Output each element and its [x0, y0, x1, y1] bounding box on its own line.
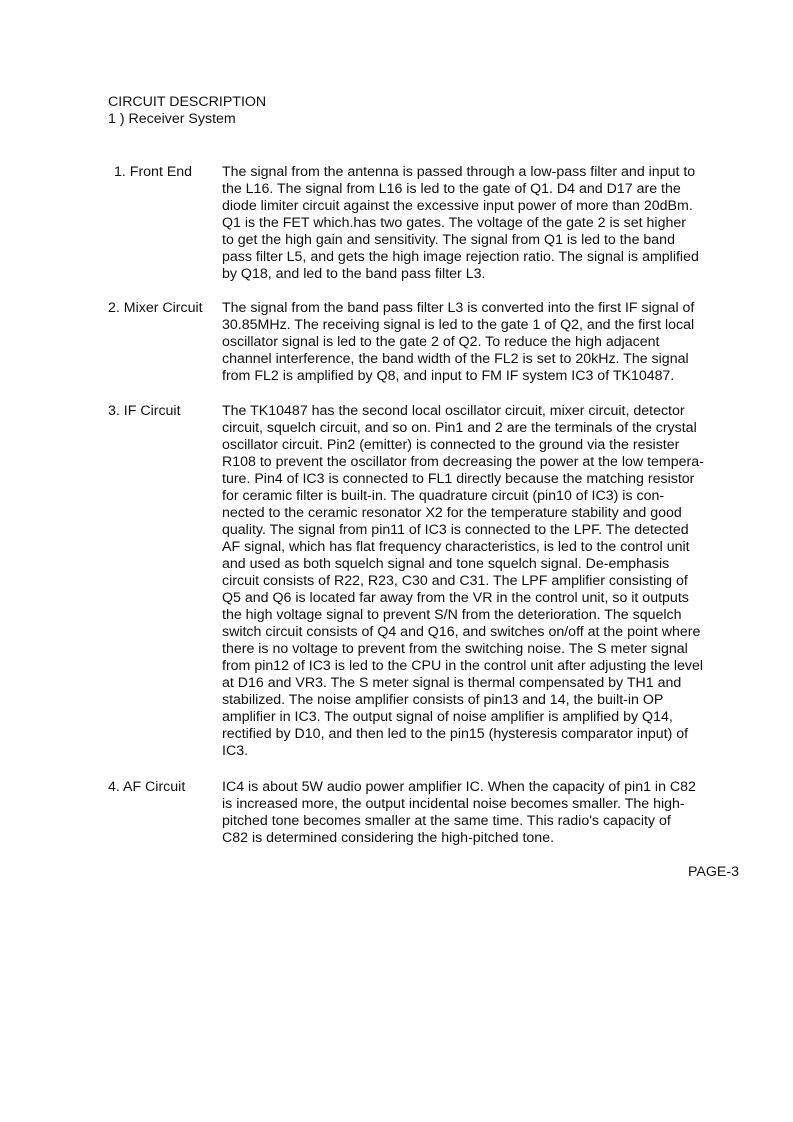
- page-title: CIRCUIT DESCRIPTION: [108, 94, 267, 110]
- text-line: 30.85MHz. The receiving signal is led to the gate 1 of Q2, and the first local: [222, 317, 695, 333]
- page-number: PAGE-3: [688, 864, 739, 880]
- text-line: The signal from the band pass filter L3 is converted into the first IF signal of: [222, 300, 695, 316]
- section-label: 3. IF Circuit: [108, 403, 181, 419]
- page-subtitle: 1 ) Receiver System: [108, 111, 236, 127]
- text-line: circuit consists of R22, R23, C30 and C31. The LPF amplifier consisting of: [222, 573, 688, 589]
- document-header: [108, 94, 266, 128]
- text-line: rectified by D10, and then led to the pin15 (hysteresis comparator input) of: [222, 726, 689, 742]
- section-body: [222, 403, 732, 760]
- text-line: amplifier in IC3. The output signal of noise amplifier is amplified by Q14,: [222, 709, 673, 725]
- text-line: nected to the ceramic resonator X2 for the temperature stability and good: [222, 505, 682, 521]
- text-line: the high voltage signal to prevent S/N from the deterioration. The squelch: [222, 607, 682, 623]
- text-line: circuit, squelch circuit, and so on. Pin1 and 2 are the terminals of the crystal: [222, 420, 697, 436]
- text-line: is increased more, the output incidental noise becomes smaller. The high-: [222, 796, 685, 812]
- text-line: channel interference, the band width of the FL2 is set to 20kHz. The signal: [222, 351, 689, 367]
- section-body: [222, 779, 732, 847]
- text-line: The signal from the antenna is passed through a low-pass filter and input to: [222, 164, 696, 180]
- text-line: stabilized. The noise amplifier consists of pin13 and 14, the built-in OP: [222, 692, 664, 708]
- section-label: 2. Mixer Circuit: [108, 300, 203, 316]
- text-line: IC4 is about 5W audio power amplifier IC. When the capacity of pin1 in C82: [222, 779, 696, 795]
- text-line: oscillator circuit. Pin2 (emitter) is connected to the ground via the resister: [222, 437, 680, 453]
- text-line: from FL2 is amplified by Q8, and input to FM IF system IC3 of TK10487.: [222, 368, 675, 384]
- text-line: The TK10487 has the second local oscillator circuit, mixer circuit, detector: [222, 403, 685, 419]
- text-line: AF signal, which has flat frequency characteristics, is led to the control unit: [222, 539, 690, 555]
- text-line: from pin12 of IC3 is led to the CPU in the control unit after adjusting the level: [222, 658, 704, 674]
- text-line: IC3.: [222, 743, 249, 759]
- section-label: 1. Front End: [114, 164, 193, 180]
- section-body: [222, 300, 732, 385]
- text-line: for ceramic filter is built-in. The quadrature circuit (pin10 of IC3) is con-: [222, 488, 665, 504]
- text-line: switch circuit consists of Q4 and Q16, and switches on/off at the point where: [222, 624, 701, 640]
- text-line: R108 to prevent the oscillator from decreasing the power at the low tempera-: [222, 454, 704, 470]
- text-line: to get the high gain and sensitivity. The signal from Q1 is led to the band: [222, 232, 675, 248]
- text-line: diode limiter circuit against the excessive input power of more than 20dBm.: [222, 198, 693, 214]
- text-line: at D16 and VR3. The S meter signal is thermal compensated by TH1 and: [222, 675, 682, 691]
- text-line: ture. Pin4 of IC3 is connected to FL1 directly because the matching resistor: [222, 471, 695, 487]
- text-line: Q1 is the FET which.has two gates. The voltage of the gate 2 is set higher: [222, 215, 686, 231]
- text-line: Q5 and Q6 is located far away from the VR in the control unit, so it outputs: [222, 590, 689, 606]
- text-line: pitched tone becomes smaller at the same time. This radio's capacity of: [222, 813, 671, 829]
- text-line: pass filter L5, and gets the high image rejection ratio. The signal is amplified: [222, 249, 699, 265]
- text-line: there is no voltage to prevent from the switching noise. The S meter signal: [222, 641, 688, 657]
- text-line: the L16. The signal from L16 is led to the gate of Q1. D4 and D17 are the: [222, 181, 681, 197]
- section-body: [222, 164, 732, 283]
- text-line: oscillator signal is led to the gate 2 of Q2. To reduce the high adjacent: [222, 334, 660, 350]
- text-line: quality. The signal from pin11 of IC3 is connected to the LPF. The detected: [222, 522, 689, 538]
- text-line: C82 is determined considering the high-pitched tone.: [222, 830, 555, 846]
- text-line: and used as both squelch signal and tone squelch signal. De-emphasis: [222, 556, 670, 572]
- text-line: by Q18, and led to the band pass filter L3.: [222, 266, 486, 282]
- section-label: 4. AF Circuit: [108, 779, 186, 795]
